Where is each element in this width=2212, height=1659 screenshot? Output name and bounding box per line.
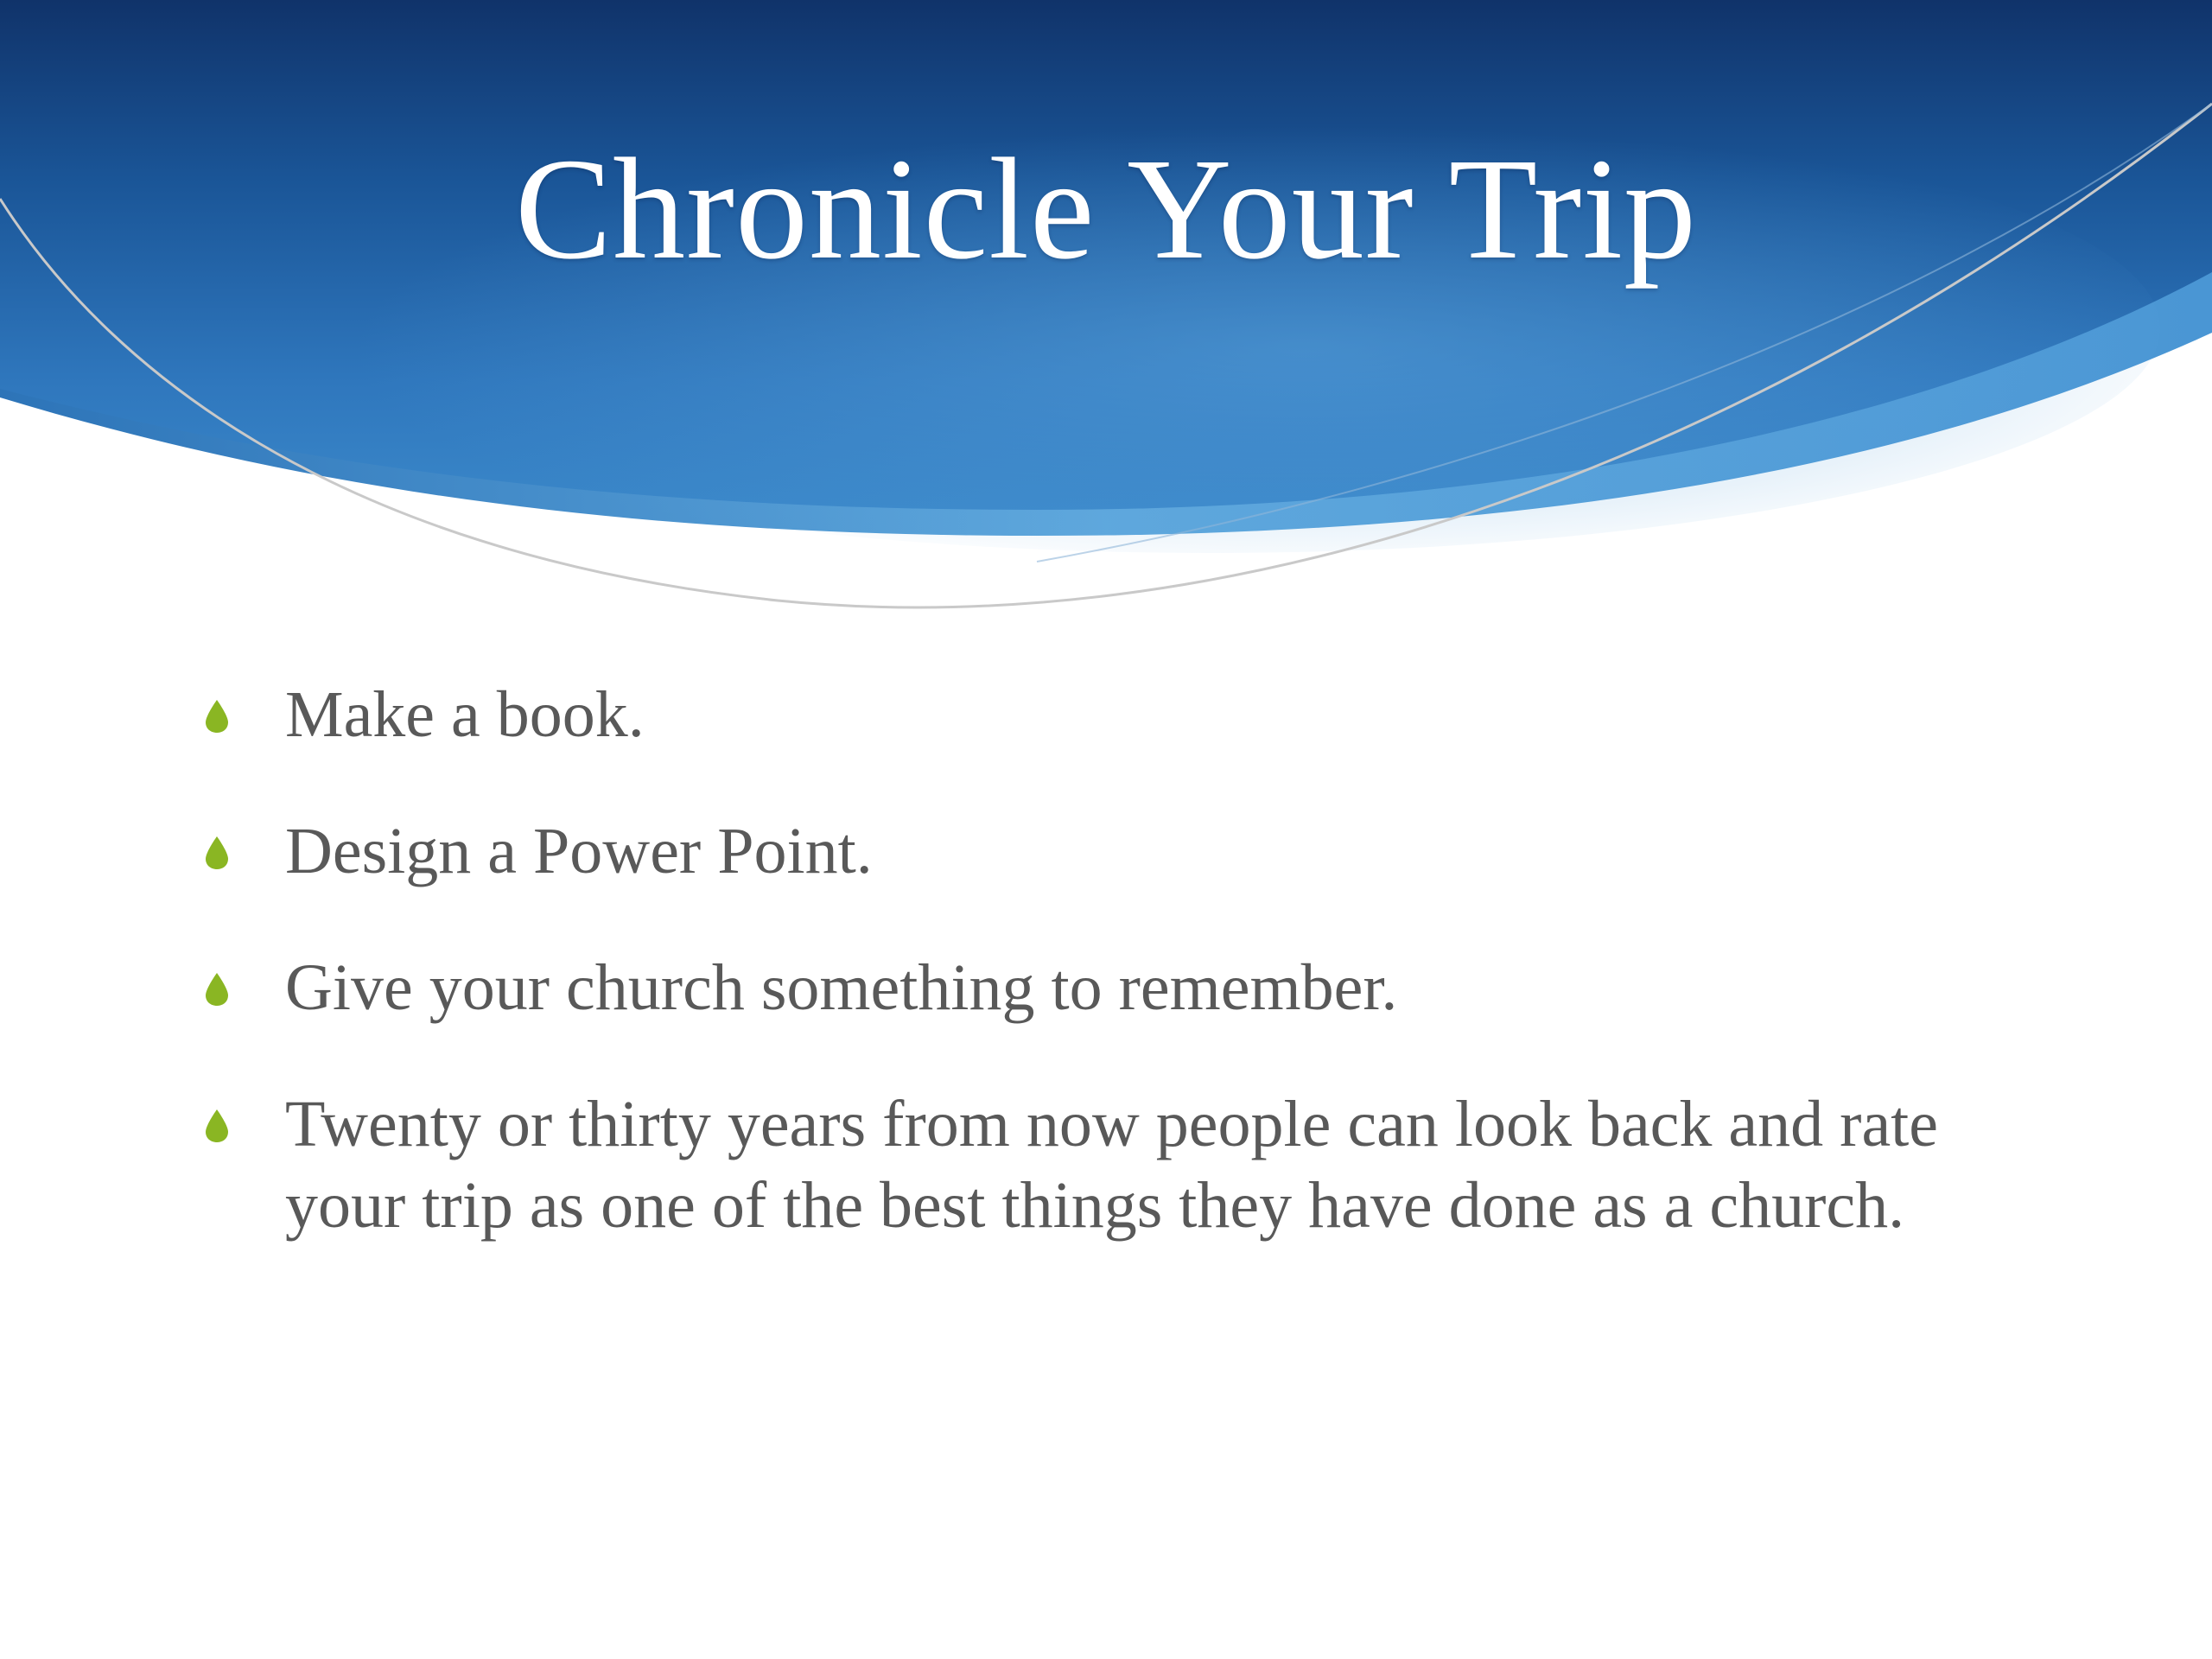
bullet-text: Make a book. bbox=[285, 678, 645, 751]
bullet-list bbox=[199, 674, 2013, 1301]
droplet-icon bbox=[202, 971, 232, 1007]
slide-title: Chronicle Your Trip bbox=[514, 129, 1697, 289]
bullet-text: Twenty or thirty years from now people can look back and rate your trip as one of the best things they have done as a church. bbox=[285, 1088, 1939, 1242]
bullet-item bbox=[199, 674, 2013, 755]
bullet-item bbox=[199, 947, 2013, 1028]
droplet-icon bbox=[202, 698, 232, 734]
bullet-text: Give your church something to remember. bbox=[285, 951, 1398, 1024]
droplet-icon bbox=[202, 1108, 232, 1144]
bullet-item bbox=[199, 810, 2013, 892]
header-wave-background bbox=[0, 0, 2212, 657]
bullet-item bbox=[199, 1084, 2013, 1246]
droplet-icon bbox=[202, 835, 232, 871]
bullet-text: Design a Power Point. bbox=[285, 815, 873, 887]
